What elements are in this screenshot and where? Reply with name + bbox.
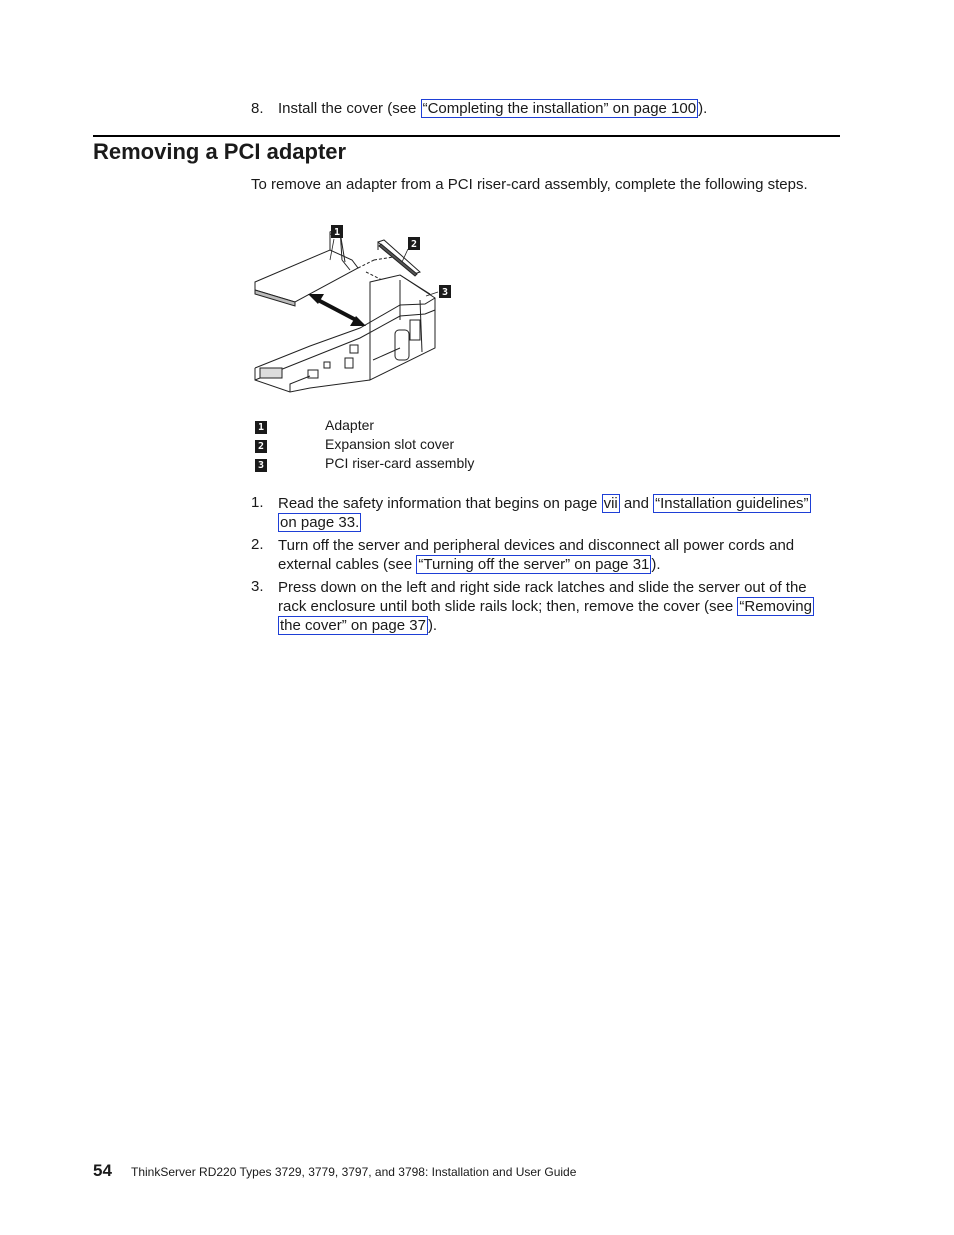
step-text: Turn off the server and peripheral devices and disconnect all power cords and [278,537,795,554]
installation-guidelines-link[interactable]: on page 33. [280,514,360,531]
step-number: 8. [251,100,264,117]
step-3-text [278,578,843,635]
legend-label: Adapter [325,417,375,433]
legend-item-riser-card-assembly [255,455,475,472]
step-text: rack enclosure until both slide rails lock; then, remove the cover (see [278,598,738,615]
figure-callout-3 [439,285,451,298]
step-text: and [619,495,654,512]
section-intro: To remove an adapter from a PCI riser-card assembly, complete the following steps. [251,176,808,193]
callout-badge: 1 [255,421,267,434]
callout-number: 1 [333,227,341,238]
legend-label: Expansion slot cover [325,436,455,452]
removing-cover-link[interactable]: the cover” on page 37 [280,617,426,634]
safety-info-link[interactable]: vii [603,495,618,512]
callout-badge: 3 [255,459,267,472]
step-text: ). [427,617,438,634]
completing-installation-link[interactable]: “Completing the installation” on page 100 [422,100,697,117]
callout-number: 3 [441,287,449,298]
legend-item-adapter [255,417,375,434]
section-rule [93,135,840,137]
step-text: Press down on the left and right side rack latches and slide the server out of the [278,579,807,596]
step-text: external cables (see [278,556,417,573]
step-text: ). [698,100,708,117]
step-number: 3. [251,578,264,595]
removal-arrow [308,294,366,326]
callout-badge: 2 [255,440,267,453]
legend-label: PCI riser-card assembly [325,455,475,471]
installation-guidelines-link[interactable]: “Installation guidelines” [655,495,809,512]
step-text: Install the cover (see [278,100,421,117]
step-8-text [278,99,707,118]
callout-number: 2 [410,239,418,250]
footer-title: ThinkServer RD220 Types 3729, 3779, 3797, and 3798: Installation and User Guide [131,1165,577,1179]
step-number: 2. [251,536,264,553]
turning-off-server-link[interactable]: “Turning off the server” on page 31 [418,556,650,573]
pci-adapter-figure [250,220,460,398]
step-2-text [278,536,843,574]
step-text: ). [651,556,661,573]
figure-callout-2 [408,237,420,250]
step-text: Read the safety information that begins on page [278,495,602,512]
removing-cover-link[interactable]: “Removing [739,598,812,615]
figure-callout-1 [331,225,343,238]
step-1-text [278,494,843,532]
step-number: 1. [251,494,264,511]
legend-item-expansion-slot-cover [255,436,455,453]
page-number: 54 [93,1161,112,1180]
section-title: Removing a PCI adapter [93,139,347,164]
